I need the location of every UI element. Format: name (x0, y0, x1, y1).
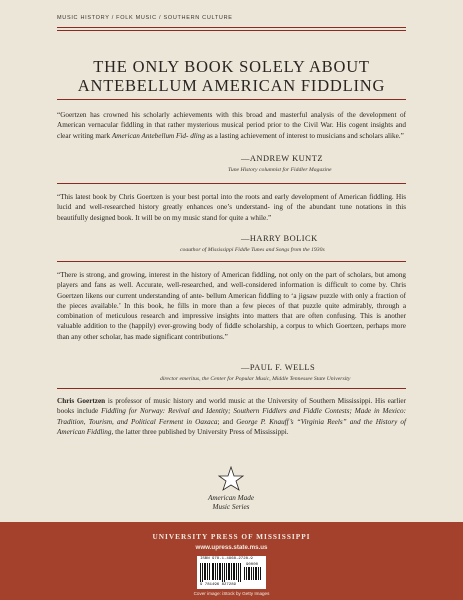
seal-line-1: American Made (207, 494, 255, 502)
cover-image-credit: Cover image: iStock by Getty Images (193, 591, 270, 596)
category-label: MUSIC HISTORY / FOLK MUSIC / SOUTHERN CULTURE (57, 15, 233, 21)
top-rule-thin (57, 30, 406, 31)
isbn-number: ISBN 978-1-4968-2728-9 (200, 557, 253, 561)
headline-divider (57, 99, 406, 100)
blurb-quote-3: “There is strong, and growing, interest in the history of American fiddling, not only on the part of scholars, but among players and fans as well. Accurate, well-researched, and well-considered information is difficult to come by. Chris Goertzen likens our current understanding of ante- bellum American fiddling to ‘a jigsaw puzzle with only a fraction of the pieces available.’ In this book, he fills in more than a few pieces of that puzzle quite admirably, through a combination of meticulous research and impressive insights into matters that are often confusing. This is another valuable addition to the (happily) ever-growing body of fiddle scholarship, a corpus to which Goertzen, perhaps more than any other scholar, has made significant contributions.” (57, 271, 407, 341)
author-name: Chris Goertzen (57, 397, 106, 405)
quote-divider-1 (57, 183, 406, 184)
blurb-quote-2: “This latest book by Chris Goertzen is your best portal into the roots and early development of American fiddling. His lucid and well-researched history greatly enhances one’s understand- ing of the abundant tune notations in this beautifully designed book. It will be on my music stand for quite a while.” (57, 193, 406, 222)
blurb-author-3: —PAUL F. WELLS (241, 363, 316, 372)
blurb-author-1: —ANDREW KUNTZ (241, 154, 323, 163)
barcode-digits: 9 781496 827289 (200, 583, 237, 587)
blurb-affiliation-3: director emeritus, the Center for Popular Music, Middle Tennessee State University (160, 376, 351, 382)
publisher-website[interactable]: www.upress.state.ms.us (195, 544, 268, 551)
blurb-affiliation-1: Tune History columnist for Fiddler Magazine (228, 167, 332, 173)
quote-divider-3 (57, 388, 406, 389)
price-code: 90000 (246, 563, 259, 567)
series-seal-graphic (198, 463, 264, 523)
headline-line-1: THE ONLY BOOK SOLELY ABOUT (93, 57, 370, 76)
series-seal (198, 463, 264, 523)
blurb-quote-1: “Goertzen has crowned his scholarly achievements with this broad and masterful analysis of the development of American vernacular fiddling in that rather mysterious musical period prior to the Civil War. His cogent insights and clear writing mark American Antebellum Fid- dling as a lasting achievement of interest to musicians and scholars alike.” (57, 111, 407, 140)
blurb-author-2: —HARRY BOLICK (241, 234, 318, 243)
quote-divider-2 (57, 261, 406, 262)
author-bio: Chris Goertzen is professor of music history and world music at the University of Southern Mississippi. His earlier books include Fiddling for Norway: Revival and Identity; Southern Fiddlers and Fiddle Contests; Made in Mexico: Tradition, Tourism, and Political Ferment in Oaxaca; and George P. Knauff’s “Virginia Reels” and the History of American Fiddling, the latter three published by University Press of Mississippi. (57, 397, 407, 436)
publisher-name: UNIVERSITY PRESS OF MISSISSIPPI (152, 532, 311, 541)
star-icon (219, 467, 243, 490)
seal-line-2: Music Series (212, 503, 250, 511)
top-rule (57, 27, 406, 28)
headline-line-2: ANTEBELLUM AMERICAN FIDDLING (77, 76, 386, 95)
blurb-affiliation-2: coauthor of Mississippi Fiddle Tunes and Songs from the 1930s (180, 247, 325, 253)
